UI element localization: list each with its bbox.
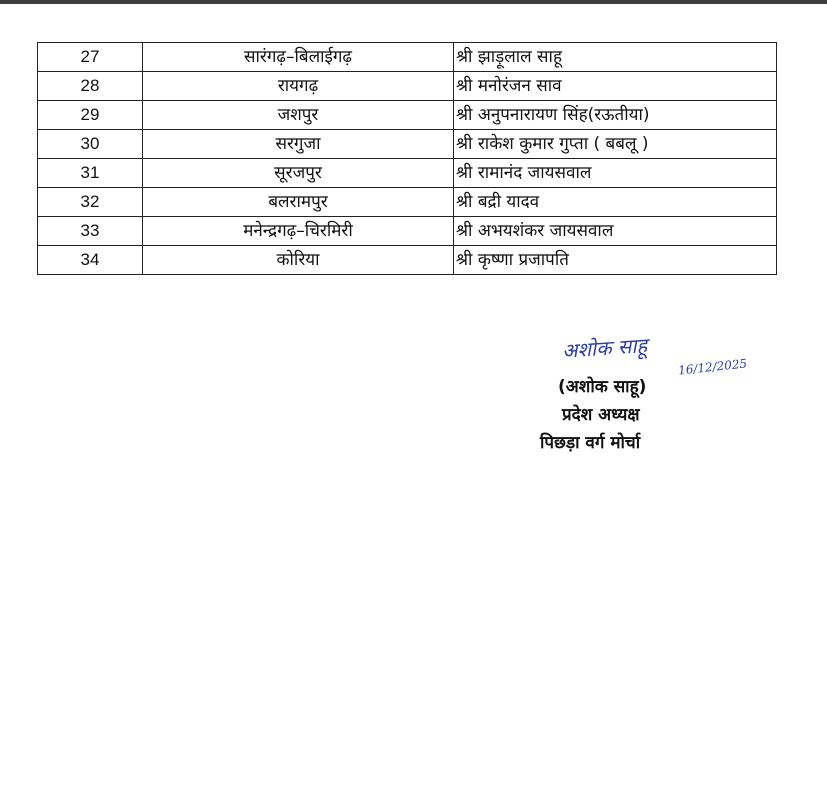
signatory-organization: पिछड़ा वर्ग मोर्चा: [540, 433, 641, 453]
person-name: श्री कृष्णा प्रजापति: [454, 246, 777, 275]
person-name: श्री अभयशंकर जायसवाल: [454, 217, 777, 246]
serial-number: 34: [38, 246, 143, 275]
person-name: श्री मनोरंजन साव: [454, 72, 777, 101]
person-name: श्री राकेश कुमार गुप्ता ( बबलू ): [454, 130, 777, 159]
person-name: श्री बद्री यादव: [454, 188, 777, 217]
district-name: कोरिया: [143, 246, 454, 275]
handwritten-signature: अशोक साहू: [561, 333, 648, 363]
table-row: [38, 188, 777, 217]
district-name: रायगढ़: [143, 72, 454, 101]
table-row: [38, 246, 777, 275]
district-name: मनेन्द्रगढ़–चिरमिरी: [143, 217, 454, 246]
serial-number: 30: [38, 130, 143, 159]
table-row: [38, 72, 777, 101]
serial-number: 28: [38, 72, 143, 101]
serial-number: 32: [38, 188, 143, 217]
serial-number: 33: [38, 217, 143, 246]
district-name: जशपुर: [143, 101, 454, 130]
district-name: सूरजपुर: [143, 159, 454, 188]
table-row: [38, 101, 777, 130]
serial-number: 31: [38, 159, 143, 188]
serial-number: 29: [38, 101, 143, 130]
signatory-name: (अशोक साहू): [558, 377, 647, 397]
person-name: श्री अनुपनारायण सिंह(रऊतीया): [454, 101, 777, 130]
district-name: बलरामपुर: [143, 188, 454, 217]
table-row: [38, 130, 777, 159]
signatory-title: प्रदेश अध्यक्ष: [562, 405, 640, 425]
signature-date: 16/12/2025: [677, 356, 748, 378]
person-name: श्री झाड़ूलाल साहू: [454, 43, 777, 72]
office-bearers-table: [37, 42, 777, 275]
table-row: [38, 217, 777, 246]
district-name: सारंगढ़–बिलाईगढ़: [143, 43, 454, 72]
district-name: सरगुजा: [143, 130, 454, 159]
serial-number: 27: [38, 43, 143, 72]
table-row: [38, 159, 777, 188]
table-row: [38, 43, 777, 72]
top-border-bar: [0, 0, 827, 4]
person-name: श्री रामानंद जायसवाल: [454, 159, 777, 188]
